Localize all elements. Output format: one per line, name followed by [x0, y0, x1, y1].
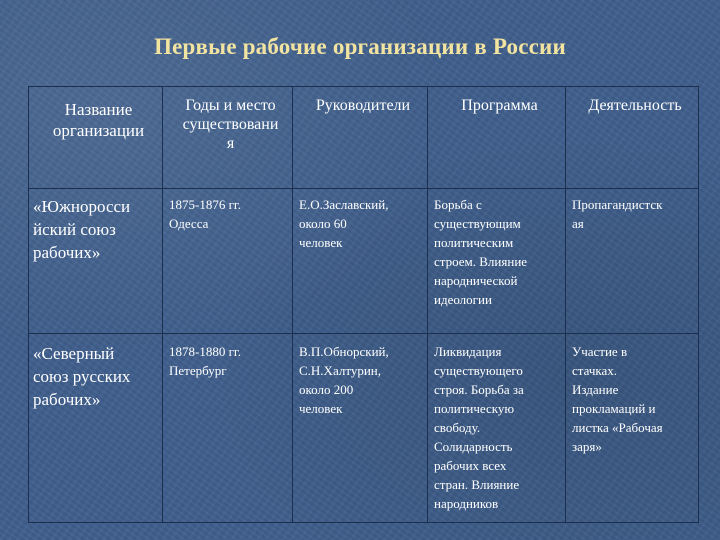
header-years-place: Годы и место существовани я	[163, 87, 293, 189]
activity-cell: Пропагандистск ая	[566, 189, 699, 334]
years-place-cell: 1878-1880 гг. Петербург	[163, 334, 293, 523]
table-row	[29, 334, 699, 523]
table-header-row	[29, 87, 699, 189]
header-name: Название организации	[29, 87, 163, 189]
program-cell: Борьба с существующим политическим строем. Влияние народнической идеологии	[428, 189, 566, 334]
header-leaders: Руководители	[293, 87, 428, 189]
years-place-cell: 1875-1876 гг. Одесса	[163, 189, 293, 334]
header-program: Программа	[428, 87, 566, 189]
org-name-cell: «Южноросси йский союз рабочих»	[29, 189, 163, 334]
leaders-cell: Е.О.Заславский, около 60 человек	[293, 189, 428, 334]
org-name-cell: «Северный союз русских рабочих»	[29, 334, 163, 523]
table-row	[29, 189, 699, 334]
program-cell: Ликвидация существующего строя. Борьба за политическую свободу. Солидарность рабочих всех стран. Влияние народников	[428, 334, 566, 523]
slide-title: Первые рабочие организации в России	[154, 34, 566, 59]
organizations-table	[28, 86, 699, 523]
activity-cell: Участие в стачках. Издание прокламаций и листка «Рабочая заря»	[566, 334, 699, 523]
header-activity: Деятельность	[566, 87, 699, 189]
leaders-cell: В.П.Обнорский, С.Н.Халтурин, около 200 человек	[293, 334, 428, 523]
